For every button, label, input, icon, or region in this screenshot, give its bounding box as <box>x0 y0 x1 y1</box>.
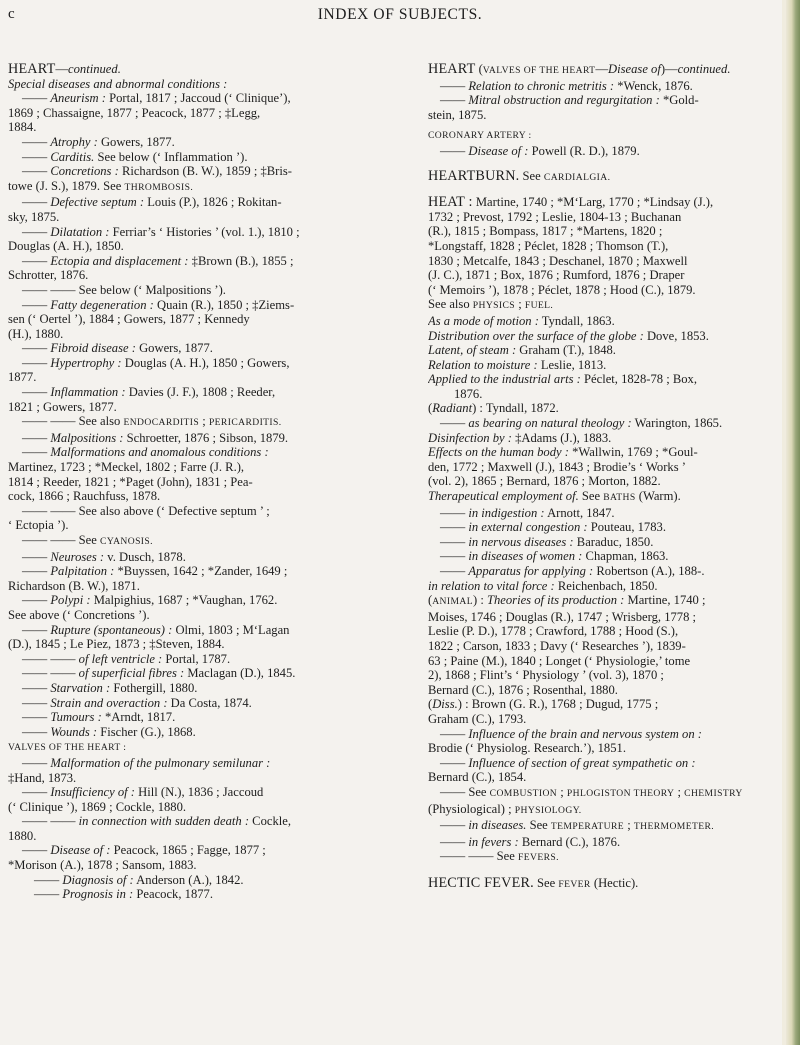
index-line: —— See COMBUSTION ; PHLOGISTON THEORY ; CHEMISTRY <box>440 784 743 799</box>
index-line: As a mode of motion : Tyndall, 1863. <box>428 313 615 328</box>
index-line: 1869 ; Chassaigne, 1877 ; Peacock, 1877 ; ‡Legg, <box>8 105 261 120</box>
page-letter: c <box>8 6 15 22</box>
line-gap <box>428 866 766 876</box>
index-line: towe (J. S.), 1879. See THROMBOSIS. <box>8 178 194 193</box>
index-line: HECTIC FEVER. See FEVER (Hectic). <box>428 875 639 891</box>
index-line: —— Strain and overaction : Da Costa, 1874. <box>22 695 252 710</box>
running-head <box>0 6 800 30</box>
index-line: (H.), 1880. <box>8 326 64 341</box>
index-line: HEART (VALVES OF THE HEART—Disease of)—continued. <box>428 62 731 77</box>
index-line: —— Prognosis in : Peacock, 1877. <box>34 887 213 902</box>
index-line: —— Starvation : Fothergill, 1880. <box>22 680 198 695</box>
index-line: —— —— See below (‘ Malpositions ’). <box>22 282 226 297</box>
index-line: Graham (C.), 1793. <box>428 711 527 726</box>
index-line: —— Atrophy : Gowers, 1877. <box>22 134 175 149</box>
index-line: —— —— of left ventricle : Portal, 1787. <box>22 651 231 666</box>
index-line: (Physiological) ; PHYSIOLOGY. <box>428 801 582 816</box>
index-line: —— Rupture (spontaneous) : Olmi, 1803 ; M‘Lagan <box>22 622 290 637</box>
index-line: (D.), 1845 ; Le Piez, 1873 ; ‡Steven, 1884. <box>8 637 225 652</box>
line-gap <box>428 185 766 195</box>
index-line: sky, 1875. <box>8 209 60 224</box>
index-line: —— —— See also above (‘ Defective septum ’ ; <box>22 503 270 518</box>
page-edge-shadow <box>786 0 800 1045</box>
index-line: (Radiant) : Tyndall, 1872. <box>428 401 559 416</box>
index-line: —— Influence of section of great sympathetic on : <box>440 755 696 770</box>
index-line: Moises, 1746 ; Douglas (R.), 1747 ; Wrisberg, 1778 ; <box>428 609 697 624</box>
index-line: —— in diseases. See TEMPERATURE ; THERMOMETER. <box>440 818 715 833</box>
index-line: Martinez, 1723 ; *Meckel, 1802 ; Farre (J. R.), <box>8 460 245 475</box>
index-line: —— —— in connection with sudden death : Cockle, <box>22 814 291 829</box>
index-line: (J. C.), 1871 ; Box, 1876 ; Rumford, 1876 ; Draper <box>428 268 685 283</box>
index-line: —— in indigestion : Arnott, 1847. <box>440 505 615 520</box>
index-line: cock, 1866 ; Rauchfuss, 1878. <box>8 489 161 504</box>
index-line: —— Defective septum : Louis (P.), 1826 ; Rokitan- <box>22 195 282 210</box>
index-line: See above (‘ Concretions ’). <box>8 607 150 622</box>
index-line: Leslie (P. D.), 1778 ; Crawford, 1788 ; Hood (S.), <box>428 624 679 639</box>
index-line: —— Dilatation : Ferriar’s ‘ Histories ’ (vol. 1.), 1810 ; <box>22 224 300 239</box>
index-line: —— in diseases of women : Chapman, 1863. <box>440 549 669 564</box>
index-line: 1830 ; Metcalfe, 1843 ; Deschanel, 1870 ; Maxwell <box>428 253 688 268</box>
index-line: VALVES OF THE HEART : <box>8 742 127 754</box>
index-line: 63 ; Paine (M.), 1840 ; Longet (‘ Physiologie,’ tome <box>428 653 691 668</box>
index-line: Bernard (C.), 1854. <box>428 770 527 785</box>
index-line: Bernard (C.), 1876 ; Rosenthal, 1880. <box>428 682 618 697</box>
index-line: (vol. 2), 1865 ; Bernard, 1876 ; Morton, 1882. <box>428 474 661 489</box>
index-line: —— Influence of the brain and nervous system on : <box>440 726 702 741</box>
index-line: —— —— See CYANOSIS. <box>22 533 153 547</box>
index-line: —— Inflammation : Davies (J. F.), 1808 ; Reeder, <box>22 385 276 400</box>
index-line: —— Hypertrophy : Douglas (A. H.), 1850 ; Gowers, <box>22 355 290 370</box>
index-line: 1732 ; Prevost, 1792 ; Leslie, 1804-13 ; Buchanan <box>428 209 682 224</box>
index-line: stein, 1875. <box>428 107 487 122</box>
index-line: sen (‘ Oertel ’), 1884 ; Gowers, 1877 ; Kennedy <box>8 312 250 327</box>
index-line: Therapeutical employment of. See BATHS (Warm). <box>428 489 681 504</box>
index-line: 1877. <box>8 370 37 385</box>
index-line: —— in nervous diseases : Baraduc, 1850. <box>440 534 654 549</box>
index-line: (Diss.) : Brown (G. R.), 1768 ; Dugud, 1775 ; <box>428 697 659 712</box>
index-line: HEAT : Martine, 1740 ; *M‘Larg, 1770 ; *Lindsay (J.), <box>428 195 714 210</box>
index-line: —— Palpitation : *Buyssen, 1642 ; *Zander, 1649 ; <box>22 564 288 579</box>
index-line: 1821 ; Gowers, 1877. <box>8 399 117 414</box>
index-line: —— Diagnosis of : Anderson (A.), 1842. <box>34 872 244 887</box>
index-line: —— —— See also ENDOCARDITIS ; PERICARDITIS. <box>22 414 282 429</box>
index-line: —— Polypi : Malpighius, 1687 ; *Vaughan, 1762. <box>22 593 278 608</box>
index-line: —— in external congestion : Pouteau, 1783. <box>440 520 666 535</box>
index-line: —— Insufficiency of : Hill (N.), 1836 ; Jaccoud <box>22 785 264 800</box>
index-line: (‘ Memoirs ’), 1878 ; Péclet, 1878 ; Hood (C.), 1879. <box>428 282 696 297</box>
index-line: —— Aneurism : Portal, 1817 ; Jaccoud (‘ Clinique’), <box>22 91 291 106</box>
index-line: *Longstaff, 1828 ; Péclet, 1828 ; Thomson (T.), <box>428 238 669 253</box>
index-line: (ANIMAL) : Theories of its production : Martine, 1740 ; <box>428 593 706 608</box>
index-line: den, 1772 ; Maxwell (J.), 1843 ; Brodie’s ‘ Works ’ <box>428 459 686 474</box>
index-line: 1822 ; Carson, 1833 ; Davy (‘ Researches ’), 1839- <box>428 638 686 653</box>
index-line: —— as bearing on natural theology : Warington, 1865. <box>440 416 723 431</box>
index-column-left <box>8 62 406 902</box>
index-line: Distribution over the surface of the globe : Dove, 1853. <box>428 328 709 343</box>
index-line: 1884. <box>8 120 37 135</box>
index-line: (R.), 1815 ; Bompass, 1817 ; *Martens, 1820 ; <box>428 224 663 239</box>
index-line: (‘ Clinique ’), 1869 ; Cockle, 1880. <box>8 799 187 814</box>
page-title: INDEX OF SUBJECTS. <box>317 6 483 23</box>
index-line: —— Wounds : Fischer (G.), 1868. <box>22 724 196 739</box>
index-line: —— —— of superficial fibres : Maclagan (D.), 1845. <box>22 666 296 681</box>
index-line: —— Malpositions : Schroetter, 1876 ; Sibson, 1879. <box>22 430 289 445</box>
index-line: 1814 ; Reeder, 1821 ; *Paget (John), 1831 ; Pea- <box>8 474 253 489</box>
index-line: —— Mitral obstruction and regurgitation : *Gold- <box>440 93 699 108</box>
index-line: Brodie (‘ Physiolog. Research.’), 1851. <box>428 741 626 756</box>
index-line: ‡Hand, 1873. <box>8 770 77 785</box>
index-line: Disinfection by : ‡Adams (J.), 1883. <box>428 430 612 445</box>
index-line: —— Disease of : Peacock, 1865 ; Fagge, 1877 ; <box>22 843 266 858</box>
index-line: ‘ Ectopia ’). <box>8 518 69 533</box>
index-line: Applied to the industrial arts : Péclet, 1828-78 ; Box, <box>428 372 698 387</box>
index-line: —— in fevers : Bernard (C.), 1876. <box>440 834 621 849</box>
index-line: —— Fibroid disease : Gowers, 1877. <box>22 341 213 356</box>
index-line: Schrotter, 1876. <box>8 268 89 283</box>
index-line: Latent, of steam : Graham (T.), 1848. <box>428 343 616 358</box>
index-line: *Morison (A.), 1878 ; Sansom, 1883. <box>8 858 197 873</box>
line-gap <box>428 159 766 169</box>
index-line: HEART—continued. <box>8 62 121 77</box>
index-line: 1880. <box>8 828 37 843</box>
index-line: Effects on the human body : *Wallwin, 1769 ; *Goul- <box>428 445 698 460</box>
index-line: —— Tumours : *Arndt, 1817. <box>22 710 176 725</box>
index-line: —— Neuroses : v. Dusch, 1878. <box>22 549 186 564</box>
index-line: in relation to vital force : Reichenbach, 1850. <box>428 578 658 593</box>
index-line: —— Malformation of the pulmonary semilunar : <box>22 755 271 770</box>
index-line: Special diseases and abnormal conditions : <box>8 76 228 91</box>
index-line: —— Carditis. See below (‘ Inflammation ’). <box>22 149 248 164</box>
index-line: 2), 1868 ; Flint’s ‘ Physiology ’ (vol. 3), 1870 ; <box>428 668 664 683</box>
index-line: —— Ectopia and displacement : ‡Brown (B.), 1855 ; <box>22 253 294 268</box>
index-line: See also PHYSICS ; FUEL. <box>428 297 554 312</box>
index-line: Richardson (B. W.), 1871. <box>8 578 140 593</box>
index-line: HEARTBURN. See CARDIALGIA. <box>428 168 611 184</box>
index-line: 1876. <box>454 386 483 401</box>
index-line: —— —— See FEVERS. <box>440 849 559 864</box>
index-line: —— Apparatus for applying : Robertson (A.), 188-. <box>440 564 705 578</box>
index-line: —— Fatty degeneration : Quain (R.), 1850 ; ‡Ziems- <box>22 297 295 312</box>
index-line: —— Relation to chronic metritis : *Wenck, 1876. <box>440 78 693 93</box>
index-line: Douglas (A. H.), 1850. <box>8 239 124 254</box>
index-line: —— Malformations and anomalous conditions : <box>22 445 269 460</box>
index-line: —— Disease of : Powell (R. D.), 1879. <box>440 143 640 158</box>
index-line: CORONARY ARTERY : <box>428 130 532 142</box>
index-line: Relation to moisture : Leslie, 1813. <box>428 357 607 372</box>
index-line: —— Concretions : Richardson (B. W.), 1859 ; ‡Bris- <box>22 164 292 179</box>
index-column-right <box>428 62 766 892</box>
